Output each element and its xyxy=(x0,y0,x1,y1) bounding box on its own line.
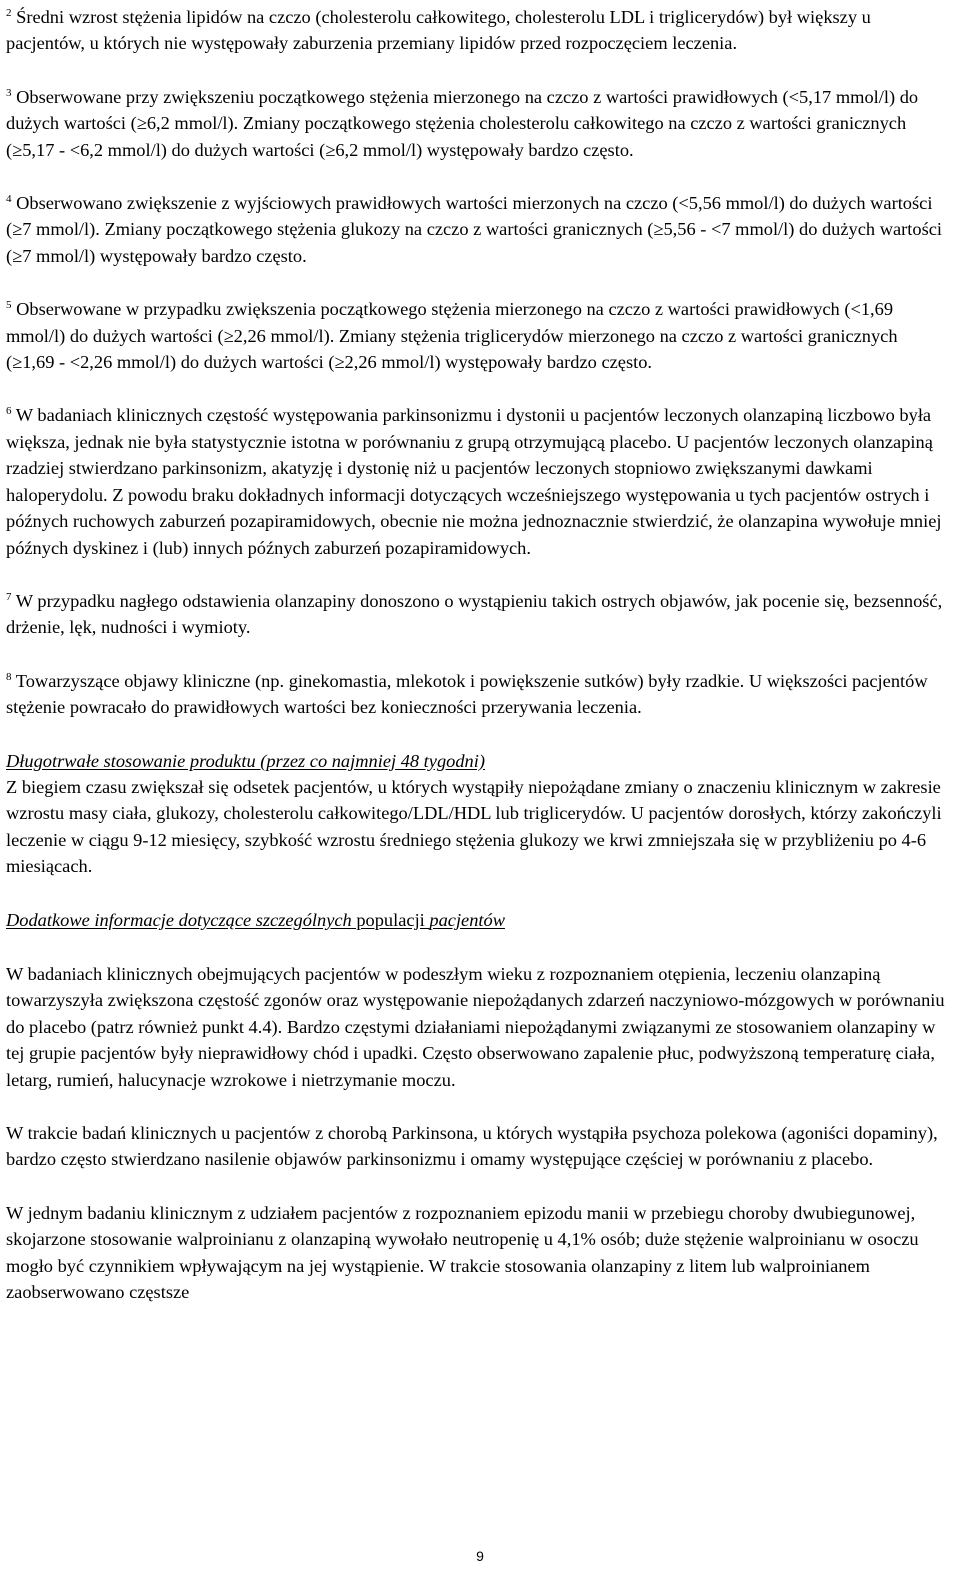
footnote-text: W przypadku nagłego odstawienia olanzapiny donoszono o wystąpieniu takich ostrych objawów, jak pocenie się, bezsenność, drżenie, lęk, nudności i wymioty. xyxy=(6,590,943,638)
long-term-paragraph: Z biegiem czasu zwiększał się odsetek pacjentów, u których wystąpiły niepożądane zmiany o znaczeniu klinicznym w zakresie wzrostu masy ciała, glukozy, cholesterolu całkowitego/LDL/HDL lub triglicerydów. U pacjentów dorosłych, którzy zakończyli leczenie w ciągu 9-12 miesięcy, szybkość wzrostu średniego stężenia glukozy we krwi zmniejszała się w przybliżeniu po 4-6 miesiącach. xyxy=(6,776,942,877)
footnote-6 xyxy=(6,402,946,560)
heading-text: Długotrwałe stosowanie produktu (przez co najmniej 48 tygodni) xyxy=(6,750,485,771)
footnote-8 xyxy=(6,668,946,721)
footnote-text: Średni wzrost stężenia lipidów na czczo (cholesterolu całkowitego, cholesterolu LDL i triglicerydów) był większy u pacjentów, u których nie występowały zaburzenia przemiany lipidów przed rozpoczęciem leczenia. xyxy=(6,7,871,54)
footnote-3 xyxy=(6,84,946,163)
special-populations-paragraph-2: W trakcie badań klinicznych u pacjentów z chorobą Parkinsona, u których wystąpiła psychoza polekowa (agoniści dopaminy), bardzo często stwierdzano nasilenie objawów parkinsonizmu i omamy występujące częściej w porównaniu z placebo. xyxy=(6,1123,938,1170)
heading-text-part3: pacjentów xyxy=(429,909,505,930)
footnote-marker: 2 xyxy=(6,7,12,19)
footnote-text: Obserwowano zwiększenie z wyjściowych prawidłowych wartości mierzonych na czczo (<5,56 mmol/l) do dużych wartości (≥7 mmol/l). Zmiany początkowego stężenia glukozy na czczo z wartości granicznych (≥5,56 - <7 mmol/l) do dużych wartości (≥7 mmol/l) występowały bardzo często. xyxy=(6,193,942,266)
footnote-text: W badaniach klinicznych częstość występowania parkinsonizmu i dystonii u pacjentów leczonych olanzapiną liczbowo była większa, jednak nie była statystycznie istotna w porównaniu z grupą otrzymującą placebo. U pacjentów leczonych olanzapiną rzadziej stwierdzano parkinsonizm, akatyzję i dystonię niż u pacjentów leczonych stopniowo zwiększanymi dawkami haloperydolu. Z powodu braku dokładnych informacji dotyczących wcześniejszego występowania u tych pacjentów ostrych i późnych ruchowych zaburzeń pozapiramidowych, obecnie nie można jednoznacznie stwierdzić, że olanzapina wywołuje mniej późnych dyskinez i (lub) innych późnych zaburzeń pozapiramidowych. xyxy=(6,405,942,558)
page-number: 9 xyxy=(476,1548,484,1564)
footnote-4 xyxy=(6,190,946,269)
special-populations-paragraph-1: W badaniach klinicznych obejmujących pacjentów w podeszłym wieku z rozpoznaniem otępienia, leczeniu olanzapiną towarzyszyła zwiększona częstość zgonów oraz występowanie niepożądanych zdarzeń naczyniowo-mózgowych w porównaniu do placebo (patrz również punkt 4.4). Bardzo częstymi działaniami niepożądanymi związanymi ze stosowaniem olanzapiny w tej grupie pacjentów były nieprawidłowy chód i upadki. Często obserwowano zapalenie płuc, podwyższoną temperaturę ciała, letarg, rumień, halucynacje wzrokowe i nietrzymanie moczu. xyxy=(6,963,945,1090)
footnote-marker: 3 xyxy=(6,86,12,99)
footnote-text: Towarzyszące objawy kliniczne (np. ginekomastia, mlekotok i powiększenie sutków) były rzadkie. U większości pacjentów stężenie powracało do prawidłowych wartości bez konieczności przerywania leczenia. xyxy=(6,670,928,718)
footnote-2 xyxy=(6,4,946,57)
special-populations-paragraph-3: W jednym badaniu klinicznym z udziałem pacjentów z rozpoznaniem epizodu manii w przebiegu choroby dwubiegunowej, skojarzone stosowanie walproinianu z olanzapiną wywołało neutropenię u 4,1% osób; duże stężenie walproinianu w osoczu mogło być czynnikiem wpływającym na jej wystąpienie. W trakcie stosowania olanzapiny z litem lub walproinianem zaobserwowano częstsze xyxy=(6,1202,919,1303)
document-page xyxy=(6,4,946,1305)
heading-text-part2: populacji xyxy=(351,909,430,930)
footnote-text: Obserwowane przy zwiększeniu początkowego stężenia mierzonego na czczo z wartości prawidłowych (<5,17 mmol/l) do dużych wartości (≥6,2 mmol/l). Zmiany początkowego stężenia cholesterolu całkowitego na czczo z wartości granicznych (≥5,17 - <6,2 mmol/l) do dużych wartości (≥6,2 mmol/l) występowały bardzo często. xyxy=(6,86,919,160)
footnote-5 xyxy=(6,296,946,375)
footnote-marker: 5 xyxy=(6,299,12,312)
footnote-text: Obserwowane w przypadku zwiększenia początkowego stężenia mierzonego na czczo z wartości prawidłowych (<1,69 mmol/l) do dużych wartości (≥2,26 mmol/l). Zmiany stężenia triglicerydów mierzonego na czczo z wartości granicznych (≥1,69 - <2,26 mmol/l) do dużych wartości (≥2,26 mmol/l) występowały bardzo często. xyxy=(6,299,898,373)
footnote-marker: 8 xyxy=(6,670,12,683)
heading-text-part1: Dodatkowe informacje dotyczące szczególnych xyxy=(6,909,352,930)
footnote-7 xyxy=(6,588,946,641)
footnote-marker: 4 xyxy=(6,193,12,206)
section-heading-long-term xyxy=(6,748,946,774)
footnote-marker: 6 xyxy=(6,405,12,418)
footnote-marker: 7 xyxy=(6,590,12,603)
section-heading-special-populations xyxy=(6,907,946,933)
